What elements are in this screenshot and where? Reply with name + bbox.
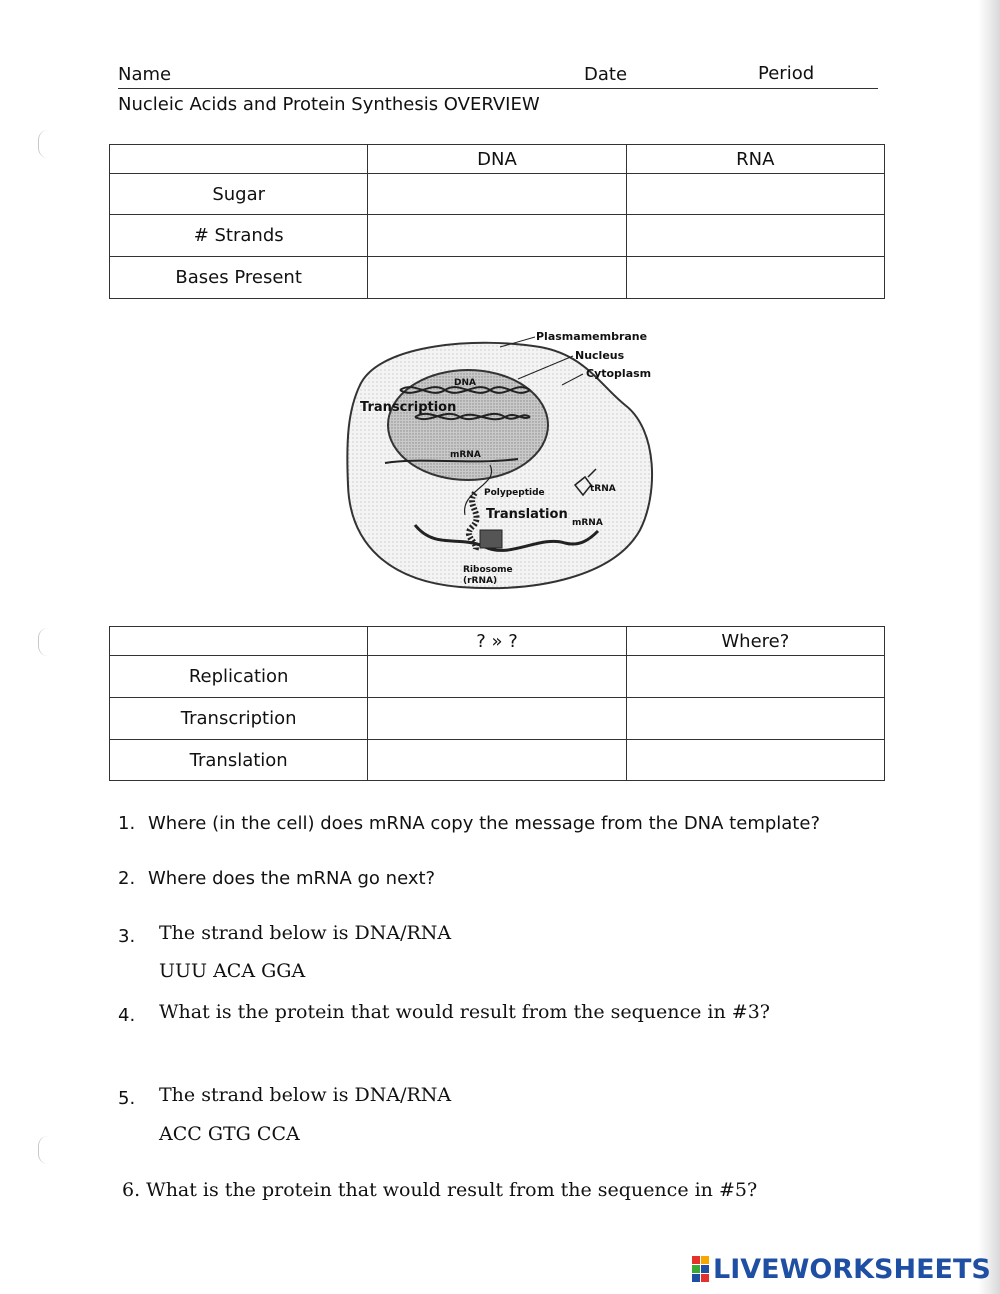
answer-cell[interactable] (626, 698, 884, 740)
row-label: Bases Present (110, 257, 368, 299)
sequence-5: ACC GTG CCA (159, 1123, 300, 1145)
answer-cell[interactable] (368, 698, 626, 740)
label-transcription: Transcription (360, 400, 457, 415)
table-row (110, 174, 885, 215)
label-dna: DNA (454, 378, 476, 388)
process-table (109, 626, 885, 781)
hole-punch-mark (38, 1136, 49, 1164)
question-number: 4. (118, 1005, 136, 1026)
label-mrna-nucleus: mRNA (450, 450, 481, 460)
table-header-row (110, 627, 885, 656)
table-header-cell: ? » ? (368, 627, 626, 656)
header-underline (118, 88, 878, 89)
table-header-cell: DNA (368, 145, 626, 174)
dna-rna-table (109, 144, 885, 299)
table-header-cell (110, 145, 368, 174)
table-row (110, 215, 885, 257)
question-text: Where does the mRNA go next? (148, 868, 436, 889)
label-plasmamembrane: Plasmamembrane (536, 330, 648, 343)
period-label: Period (758, 63, 815, 84)
row-label: Sugar (110, 174, 368, 215)
question-5 (118, 1084, 452, 1109)
sequence-3: UUU ACA GGA (159, 960, 306, 982)
logo-text: LIVEWORKSHEETS (713, 1253, 991, 1285)
table-row (110, 656, 885, 698)
question-4 (118, 1001, 770, 1026)
ribosome (480, 530, 502, 548)
name-label: Name (118, 64, 172, 85)
question-text: Where (in the cell) does mRNA copy the message from the DNA template? (148, 813, 820, 834)
hole-punch-mark (38, 130, 49, 158)
question-number: 3. (118, 926, 136, 947)
table-row (110, 257, 885, 299)
answer-cell[interactable] (626, 257, 884, 299)
question-1 (118, 813, 820, 834)
answer-cell[interactable] (368, 215, 626, 257)
answer-cell[interactable] (626, 740, 884, 781)
label-mrna-cytoplasm: mRNA (572, 518, 603, 528)
table-row (110, 740, 885, 781)
table-header-cell: RNA (626, 145, 884, 174)
question-2 (118, 868, 435, 889)
label-trna: tRNA (590, 484, 616, 494)
hole-punch-mark (38, 628, 49, 656)
date-label: Date (584, 64, 628, 85)
answer-cell[interactable] (626, 215, 884, 257)
page-title: Nucleic Acids and Protein Synthesis OVERVIEW (118, 94, 540, 115)
row-label: Transcription (110, 698, 368, 740)
row-label: Replication (110, 656, 368, 698)
label-polypeptide: Polypeptide (484, 488, 545, 498)
label-rrna: (rRNA) (463, 576, 498, 586)
liveworksheets-logo[interactable] (692, 1254, 991, 1284)
table-header-cell (110, 627, 368, 656)
scan-edge-shadow (978, 0, 1000, 1294)
answer-cell[interactable] (368, 740, 626, 781)
table-header-cell: Where? (626, 627, 884, 656)
logo-blocks-icon (692, 1256, 709, 1282)
question-text: What is the protein that would result from the sequence in #3? (159, 1001, 770, 1023)
answer-cell[interactable] (368, 174, 626, 215)
protein-synthesis-diagram (340, 325, 670, 595)
question-number: 2. (118, 868, 136, 889)
question-3 (118, 922, 452, 947)
question-text: The strand below is DNA/RNA (159, 922, 452, 944)
answer-cell[interactable] (626, 174, 884, 215)
table-row (110, 698, 885, 740)
label-nucleus: Nucleus (575, 349, 625, 362)
question-number: 1. (118, 813, 136, 834)
answer-cell[interactable] (368, 656, 626, 698)
label-ribosome: Ribosome (463, 565, 513, 575)
table-header-row (110, 145, 885, 174)
question-text: The strand below is DNA/RNA (159, 1084, 452, 1106)
row-label: # Strands (110, 215, 368, 257)
question-6: 6. What is the protein that would result from the sequence in #5? (122, 1179, 758, 1201)
question-number: 5. (118, 1088, 136, 1109)
label-translation: Translation (486, 507, 568, 522)
answer-cell[interactable] (626, 656, 884, 698)
row-label: Translation (110, 740, 368, 781)
label-cytoplasm: Cytoplasm (586, 367, 652, 380)
answer-cell[interactable] (368, 257, 626, 299)
